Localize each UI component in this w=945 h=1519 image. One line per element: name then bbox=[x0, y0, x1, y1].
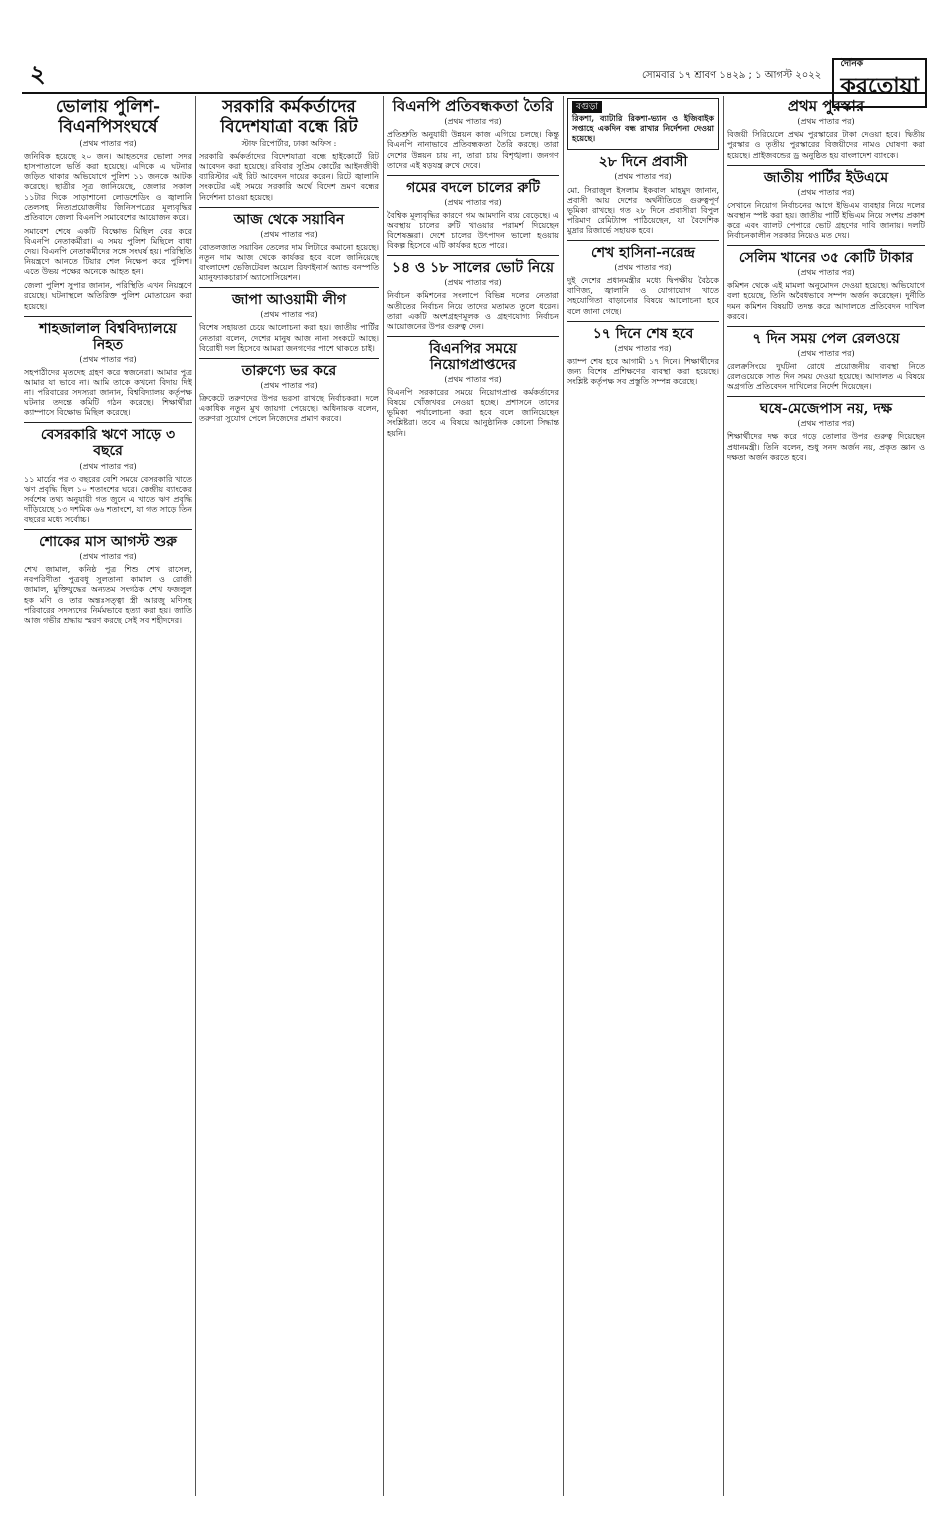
article-text: জেলা পুলিশ সুপার জানান, পরিস্থিতি এখন নিয়ন্ত্রণে রয়েছে। ঘটনাস্থলে অতিরিক্ত পুলিশ মোতায়েন করা হয়েছে। bbox=[24, 281, 192, 311]
article-text: ক্রিকেটে তরুণদের উপর ভরসা রাখছে নির্বাচকরা। দলে একাধিক নতুন মুখ জায়গা পেয়েছে। অধিনায়ক বলেন, তরুণরা সুযোগ পেলে নিজেদের প্রমাণ করবে। bbox=[199, 393, 379, 424]
continued-label: (প্রথম পাতার পর) bbox=[79, 461, 137, 471]
dateline: সোমবার ১৭ শ্রাবণ ১৪২৯ ; ১ আগস্ট ২০২২ bbox=[642, 70, 822, 81]
article-text: কমিশন থেকে এই মামলা অনুমোদন দেওয়া হয়েছে। অভিযোগে বলা হয়েছে, তিনি অবৈধভাবে সম্পদ অর্জন করেছেন। দুর্নীতি দমন কমিশন বিষয়টি তদন্ত করে আদালতে প্রতিবেদন দাখিল করবে। bbox=[727, 281, 925, 321]
byline: স্টাফ রিপোর্টার, ঢাকা অফিস : bbox=[241, 139, 337, 149]
column-divider bbox=[563, 96, 564, 1496]
article-text: ১১ মার্চের পর ৩ বছরের বেশি সময়ে বেসরকারি খাতে ঋণ প্রবৃদ্ধি ছিল ১০ শতাংশের ঘরে। কেন্দ্রীয় ব্যাংকের সর্বশেষ তথ্য অনুযায়ী গত জুনে এ খাতে ঋণ প্রবৃদ্ধি দাঁড়িয়েছে ১৩ দশমিক ৬৬ শতাংশে, যা গত সাড়ে তিন বছরের মধ্যে সর্বোচ্চ। bbox=[24, 474, 192, 524]
continued-label: (প্রথম পাতার পর) bbox=[260, 380, 318, 390]
article-text: দুই দেশের প্রধানমন্ত্রীর মধ্যে দ্বিপক্ষীয় বৈঠকে বাণিজ্য, জ্বালানি ও যোগাযোগ খাতে সহযোগিতা বাড়ানোর বিষয়ে আলোচনা হবে বলে জানা গেছে। bbox=[567, 276, 719, 316]
article-text: বিএনপি সরকারের সময়ে নিয়োগপ্রাপ্ত কর্মকর্তাদের বিষয়ে খোঁজখবর নেওয়া হচ্ছে। প্রশাসনে তাদের ভূমিকা পর্যালোচনা করা হবে বলে জানিয়েছেন সংশ্লিষ্টরা। তবে এ বিষয়ে আনুষ্ঠানিক কোনো সিদ্ধান্ত হয়নি। bbox=[387, 388, 559, 438]
article-text: নির্বাচন কমিশনের সংলাপে বিভিন্ন দলের নেতারা অতীতের নির্বাচন নিয়ে তাদের মতামত তুলে ধরেন। তারা একটি অংশগ্রহণমূলক ও গ্রহণযোগ্য নির্বাচন আয়োজনের উপর গুরুত্ব দেন। bbox=[387, 291, 559, 331]
continued-label: (প্রথম পাতার পর) bbox=[444, 375, 502, 385]
headline-railway: ৭ দিন সময় পেল রেলওয়ে bbox=[752, 330, 900, 347]
article-text: বৈশ্বিক মূল্যবৃদ্ধির কারণে গম আমদানি ব্যয় বেড়েছে। এ অবস্থায় চালের রুটি খাওয়ার পরামর্শ দিয়েছেন বিশেষজ্ঞরা। দেশে চালের উৎপাদন ভালো হওয়ায় বিকল্প হিসেবে এটি কার্যকর হতে পারে। bbox=[387, 210, 559, 251]
page-header bbox=[22, 0, 927, 99]
article-text: বিশেষ সহায়তা চেয়ে আলোচনা করা হয়। জাতীয় পার্টির নেতারা বলেন, দেশের মানুষ আজ নানা সংকটে আছে। বিরোধী দল হিসেবে আমরা জনগণের পাশে থাকতে চাই। bbox=[199, 323, 379, 353]
headline-rice-bread: গমের বদলে চালের রুটি bbox=[406, 179, 540, 196]
headline-mourning-month: শোকের মাস আগস্ট শুরু bbox=[39, 534, 177, 551]
headline-shahjalal: শাহজালাল বিশ্ববিদ্যালয়ে নিহত bbox=[39, 320, 177, 353]
headline-youth: তারুণ্যে ভর করে bbox=[241, 362, 337, 379]
headline-hasina-modi: শেখ হাসিনা-নরেন্দ্র bbox=[591, 245, 695, 262]
continued-label: (প্রথম পাতার পর) bbox=[79, 139, 137, 149]
article-text: ক্যাম্প শেষ হবে আগামী ১৭ দিনে। শিক্ষার্থীদের জন্য বিশেষ প্রশিক্ষণের ব্যবস্থা করা হয়েছে। সংশ্লিষ্ট কর্তৃপক্ষ সব প্রস্তুতি সম্পন্ন করেছে। bbox=[567, 356, 719, 386]
column-2 bbox=[199, 94, 379, 1504]
column-4 bbox=[567, 94, 719, 1504]
headline-jatiya-party: জাতীয় পার্টির ইউএমে bbox=[763, 169, 889, 186]
column-divider bbox=[383, 96, 384, 1496]
continued-label: (প্রথম পাতার পর) bbox=[797, 419, 855, 429]
continued-label: (প্রথম পাতার পর) bbox=[614, 172, 672, 182]
bogura-box bbox=[567, 98, 719, 150]
continued-label: (প্রথম পাতার পর) bbox=[79, 354, 137, 364]
continued-label: (প্রথম পাতার পর) bbox=[444, 278, 502, 288]
article-text: মো. সিরাজুল ইসলাম ইকবাল মাহমুদ জানান, প্রবাসী আয় দেশের অর্থনীতিতে গুরুত্বপূর্ণ ভূমিকা রাখছে। গত ২৮ দিনে প্রবাসীরা বিপুল পরিমাণ রেমিট্যান্স পাঠিয়েছেন, যা বৈদেশিক মুদ্রার রিজার্ভে সহায়ক হবে। bbox=[567, 185, 719, 235]
article-text: জনিবিক হয়েছে ২০ জন। আহতদের ভোলা সদর হাসপাতালে ভর্তি করা হয়েছে। এদিকে এ ঘটনার জড়িত থাকার অভিযোগে পুলিশ ১১ জনকে আটক করেছে। ছাত্রীর সূত্র জানিয়েছে, জেলার সকাল ১১টার দিকে সাড়াশানো লোডশেডিং ও জ্বালানি তেলসহ নিত্যপ্রয়োজনীয় জিনিসপত্রের মূল্যবৃদ্ধির প্রতিবাদে জেলা বিএনপি সমাবেশের আয়োজন করে। bbox=[24, 152, 192, 222]
column-divider bbox=[723, 96, 724, 1496]
continued-label: (প্রথম পাতার পর) bbox=[614, 263, 672, 273]
headline-skilled: ঘষে-মেজেপাস নয়, দক্ষ bbox=[759, 401, 893, 418]
headline-japa: জাপা আওয়ামী লীগ bbox=[231, 292, 347, 309]
column-1 bbox=[24, 94, 192, 1504]
column-5 bbox=[727, 94, 925, 1504]
article-text: শেখ জামাল, কনিষ্ঠ পুত্র শিশু শেখ রাসেল, নবপরিণীতা পুত্রবধূ সুলতানা কামাল ও রোজী জামাল, মুক্তিযুদ্ধের অন্যতম সংগঠক শেখ ফজলুল হক মণি ও তার অন্তঃসত্ত্বা স্ত্রী আরজু মণিসহ পরিবারের সদস্যদের নির্মমভাবে হত্যা করা হয়। জাতি আজ গভীর শ্রদ্ধায় স্মরণ করছে সেই সব শহীদদের। bbox=[24, 565, 192, 625]
box-text: রিকশা, ব্যাটারি রিকশা-ভ্যান ও ইজিবাইক সপ্তাহে একদিন বন্ধ রাখার নির্দেশনা দেওয়া হয়েছে। bbox=[572, 113, 714, 144]
continued-label: (প্রথম পাতার পর) bbox=[260, 310, 318, 320]
masthead-title: করতোয়া bbox=[840, 73, 919, 99]
headline-bnp-obstacle: বিএনপি প্রতিবন্ধকতা তৈরি bbox=[392, 97, 554, 115]
headline-writ: সরকারি কর্মকর্তাদের বিদেশযাত্রা বন্ধে রিট bbox=[220, 97, 358, 137]
column-divider bbox=[195, 96, 196, 1496]
continued-label: (প্রথম পাতার পর) bbox=[797, 187, 855, 197]
continued-label: (প্রথম পাতার পর) bbox=[79, 552, 137, 562]
column-3 bbox=[387, 94, 559, 1504]
headline-private-loan: বেসরকারি ঋণে সাড়ে ৩ বছরে bbox=[40, 427, 176, 460]
article-text: সরকারি কর্মকর্তাদের বিদেশযাত্রা বন্ধে হাইকোর্টে রিট আবেদন করা হয়েছে। রবিবার সুপ্রিম কোর্টের আইনজীবী ব্যারিস্টার এই রিট আবেদন দায়ের করেন। রিটে জ্বালানি সংকটের এই সময়ে সরকারি অর্থে বিদেশ ভ্রমণ বন্ধের নির্দেশনা চাওয়া হয়েছে। bbox=[199, 152, 379, 202]
article-text: বিজয়ী সিরিয়েলে প্রথম পুরস্কারের টাকা দেওয়া হবে। দ্বিতীয় পুরস্কার ও তৃতীয় পুরস্কারের বিজয়ীদের নামও ঘোষণা করা হয়েছে। প্রাইজবন্ডের ড্র অনুষ্ঠিত হয় বাংলাদেশ ব্যাংকে। bbox=[727, 130, 925, 160]
article-text: সমাবেশ শেষে একটি বিক্ষোভ মিছিল বের করে বিএনপি নেতাকর্মীরা। এ সময় পুলিশ মিছিলে বাধা দেয়। বিএনপি নেতাকর্মীদের সঙ্গে সংঘর্ষ হয়। পরিস্থিতি নিয়ন্ত্রণে আনতে টিয়ার শেল নিক্ষেপ করে পুলিশ। এতে উভয় পক্ষের অনেকে আহত হন। bbox=[24, 226, 192, 277]
headline-appointees: বিএনপির সময়ে নিয়োগপ্রাপ্তদের bbox=[429, 340, 517, 373]
continued-label: (প্রথম পাতার পর) bbox=[614, 343, 672, 353]
continued-label: (প্রথম পাতার পর) bbox=[797, 348, 855, 358]
headline-remittance: ২৮ দিনে প্রবাসী bbox=[598, 154, 688, 171]
continued-label: (প্রথম পাতার পর) bbox=[797, 268, 855, 278]
continued-label: (প্রথম পাতার পর) bbox=[444, 197, 502, 207]
section-tag: বগুড়া bbox=[572, 101, 602, 113]
headline-selim-khan: সেলিম খানের ৩৫ কোটি টাকার bbox=[738, 250, 914, 267]
article-text: সেখানে নিয়োগ নির্বাচনের আগে ইভিএম ব্যবহার নিয়ে দলের অবস্থান স্পষ্ট করা হয়। জাতীয় পার্টি ইভিএম নিয়ে সংশয় প্রকাশ করে এবং ব্যালট পেপারে ভোট গ্রহণের দাবি জানায়। দলটি নির্বাচনকালীন সরকার নিয়েও মত দেয়। bbox=[727, 200, 925, 241]
article-text: প্রতিশ্রুতি অনুযায়ী উন্নয়ন কাজ এগিয়ে চলছে। কিন্তু বিএনপি নানাভাবে প্রতিবন্ধকতা তৈরি করছে। তারা দেশের উন্নয়ন চায় না, তারা চায় বিশৃঙ্খলা। জনগণ তাদের এই ষড়যন্ত্র রুখে দেবে। bbox=[387, 130, 559, 170]
headline-17-days: ১৭ দিনে শেষ হবে bbox=[592, 325, 694, 342]
headline-vote: ১৪ ও ১৮ সালের ভোট নিয়ে bbox=[391, 260, 555, 277]
headline-first-prize: প্রথম পুরস্কার bbox=[787, 97, 865, 115]
headline-bhola: ভোলায় পুলিশ-বিএনপিসংঘর্ষে bbox=[55, 97, 161, 137]
article-text: শিক্ষার্থীদের দক্ষ করে গড়ে তোলার উপর গুরুত্ব দিয়েছেন প্রধানমন্ত্রী। তিনি বলেন, শুধু সনদ অর্জন নয়, প্রকৃত জ্ঞান ও দক্ষতা অর্জন করতে হবে। bbox=[727, 432, 925, 462]
article-text: রেলক্রসিংয়ে দুর্ঘটনা রোধে প্রয়োজনীয় ব্যবস্থা নিতে রেলওয়েকে সাত দিন সময় দেওয়া হয়েছে। আদালত এ বিষয়ে অগ্রগতি প্রতিবেদন দাখিলের নির্দেশ দিয়েছেন। bbox=[727, 361, 925, 392]
page-number: ২ bbox=[30, 59, 46, 88]
masthead-small: দৈনিক bbox=[840, 59, 864, 69]
continued-label: (প্রথম পাতার পর) bbox=[797, 117, 855, 127]
continued-label: (প্রথম পাতার পর) bbox=[444, 117, 502, 127]
continued-label: (প্রথম পাতার পর) bbox=[260, 229, 318, 239]
headline-soybean: আজ থেকে সয়াবিন bbox=[233, 211, 345, 228]
article-text: সহপাঠীদের মৃতদেহ গ্রহণ করে স্বজনেরা। আমার পুত্র আমার যা ভাবে না। আমি তাকে কখনো বিদায় দিই না। পরিবারের সদস্যরা জানান, বিশ্ববিদ্যালয় কর্তৃপক্ষ ঘটনার তদন্তে কমিটি গঠন করেছে। শিক্ষার্থীরা ক্যাম্পাসে বিক্ষোভ মিছিল করেছে। bbox=[24, 367, 192, 418]
article-text: বোতলজাত সয়াবিন তেলের দাম লিটারে কমানো হয়েছে। নতুন দাম আজ থেকে কার্যকর হবে বলে জানিয়েছে বাংলাদেশ ভেজিটেবল অয়েল রিফাইনার্স অ্যান্ড বনস্পতি ম্যানুফ্যাকচারার্স অ্যাসোসিয়েশন। bbox=[199, 242, 379, 283]
